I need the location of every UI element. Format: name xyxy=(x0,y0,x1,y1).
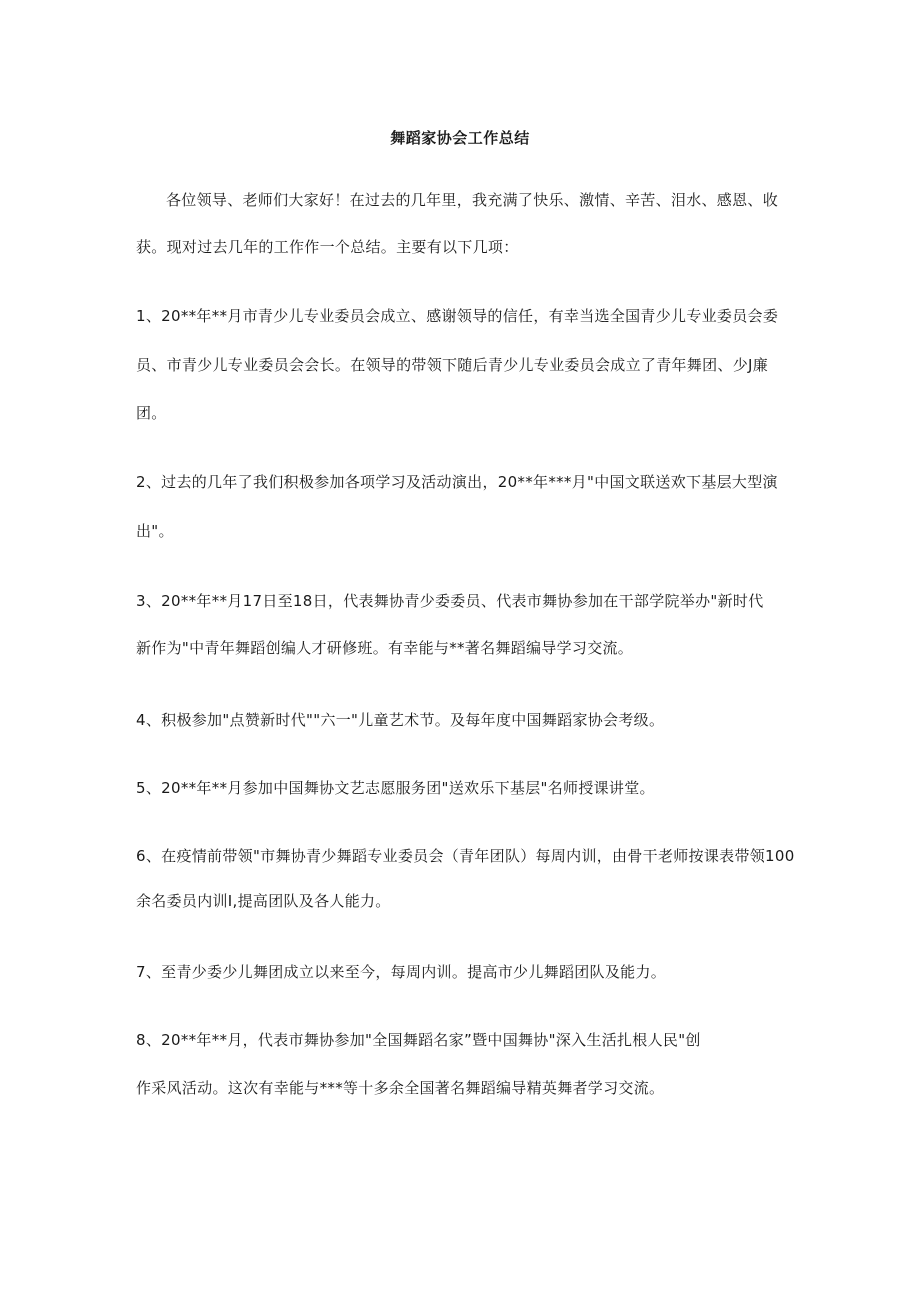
item-1-line-2: 员、市青少儿专业委员会会长。在领导的带领下随后青少儿专业委员会成立了青年舞团、少J廉 xyxy=(136,356,769,374)
item-8-line-2: 作采风活动。这次有幸能与***等十多余全国著名舞蹈编导精英舞者学习交流。 xyxy=(136,1079,665,1097)
document-title: 舞蹈家协会工作总结 xyxy=(390,129,530,147)
item-6-line-1: 6、在疫情前带领"市舞协青少舞蹈专业委员会（青年团队）每周内训，由骨干老师按课表带领100 xyxy=(136,847,795,865)
item-3-line-2: 新作为"中青年舞蹈创编人才研修班。有幸能与**著名舞蹈编导学习交流。 xyxy=(136,639,634,657)
item-8-line-1: 8、20**年**月，代表市舞协参加"全国舞蹈名家”暨中国舞协"深入生活扎根人民"创 xyxy=(136,1031,701,1049)
item-7-line-1: 7、至青少委少儿舞团成立以来至今，每周内训。提高市少儿舞蹈团队及能力。 xyxy=(136,963,667,981)
item-1-line-3: 团。 xyxy=(136,404,167,422)
item-3-line-1: 3、20**年**月17日至18日，代表舞协青少委委员、代表市舞协参加在干部学院举办"新时代 xyxy=(136,592,764,610)
intro-line-2: 获。现对过去几年的工作作一个总结。主要有以下几项： xyxy=(136,238,519,256)
item-5-line-1: 5、20**年**月参加中国舞协文艺志愿服务团"送欢乐下基层"名师授课讲堂。 xyxy=(136,779,655,797)
item-6-line-2: 余名委员内训I,提高团队及各人能力。 xyxy=(136,892,391,910)
intro-line-1: 各位领导、老师们大家好！在过去的几年里，我充满了快乐、激情、辛苦、泪水、感恩、收 xyxy=(166,191,779,209)
item-4-line-1: 4、积极参加"点赞新时代""六一"儿童艺术节。及每年度中国舞蹈家协会考级。 xyxy=(136,711,665,729)
item-1-line-1: 1、20**年**月市青少儿专业委员会成立、感谢领导的信任，有幸当选全国青少儿专业委员会委 xyxy=(136,307,779,325)
item-2-line-2: 出"。 xyxy=(136,522,174,540)
item-2-line-1: 2、过去的几年了我们积极参加各项学习及活动演出，20**年***月"中国文联送欢下基层大型演 xyxy=(136,473,778,491)
